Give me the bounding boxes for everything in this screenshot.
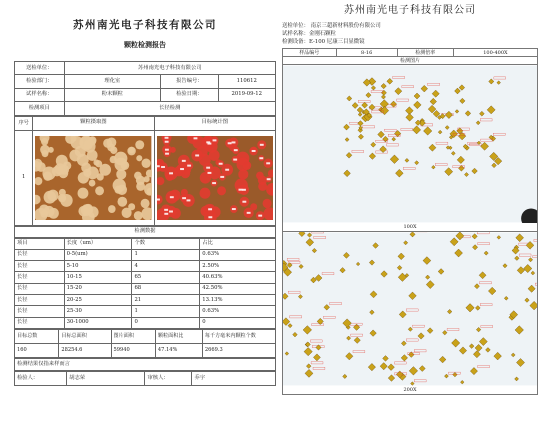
data-cell: 13.13%	[200, 295, 276, 306]
data-cell: 1	[132, 306, 200, 317]
summary-header-row	[15, 329, 276, 343]
inspector-value: 胡志荣	[67, 371, 145, 385]
report-no-label: 报告编号：	[161, 75, 218, 88]
data-cell: 25-30	[64, 306, 132, 317]
table-row	[15, 317, 276, 328]
photo-100x-label: 100X	[403, 224, 417, 230]
data-cell: 68	[132, 283, 200, 294]
table-row	[15, 249, 276, 260]
summary-header: 颗粒面积比	[155, 329, 202, 343]
table-row	[15, 261, 276, 272]
photo-200x-label: 200X	[403, 387, 417, 393]
micrograph-100x-image	[283, 65, 537, 223]
particle-extract-image	[35, 136, 151, 220]
summary-header: 目标总数	[15, 329, 59, 343]
data-cell: 0	[132, 317, 200, 328]
data-header-1: 长度（um）	[64, 238, 132, 249]
conclusion-table	[14, 358, 276, 371]
reviewer-label: 审核人：	[145, 371, 192, 385]
target-header: 目标统计图	[154, 116, 275, 130]
data-cell: 40.63%	[200, 272, 276, 283]
particle-report	[14, 18, 276, 414]
sample-no-label: 样品编号	[283, 49, 337, 57]
microscope-report	[282, 4, 538, 416]
inspector-label: 检验人：	[15, 371, 67, 385]
data-cell: 长径	[15, 283, 65, 294]
magnification-value: 100-400X	[453, 49, 537, 57]
report-no-value: 110612	[218, 75, 275, 88]
summary-table	[14, 329, 276, 358]
data-cell: 4	[132, 261, 200, 272]
data-cell: 42.50%	[200, 283, 276, 294]
data-cell: 0-5(um)	[64, 249, 132, 260]
summary-value: 28254.6	[59, 343, 111, 357]
photo-200x	[282, 232, 538, 395]
summary-value: 2669.3	[202, 343, 275, 357]
data-cell: 0.63%	[200, 306, 276, 317]
summary-header: 图片面积	[111, 329, 155, 343]
table-row	[15, 272, 276, 283]
right-device: 检测设备：E-100 尼康三目显微镜	[282, 39, 365, 45]
data-cell: 0	[200, 317, 276, 328]
magnification-label: 检测倍率	[397, 49, 453, 57]
photo-100x	[282, 65, 538, 232]
extract-header: 颗粒摄取图	[33, 116, 154, 130]
date-label: 检验日期：	[161, 88, 218, 101]
sender-label: 送检单位：	[15, 62, 65, 75]
micrograph-200x-image	[283, 232, 537, 386]
sample-no-value: 8-16	[336, 49, 397, 57]
data-header-2: 个数	[132, 238, 200, 249]
table-row	[15, 295, 276, 306]
table-row	[15, 306, 276, 317]
detection-data-table	[14, 238, 276, 329]
data-header-3: 占比	[200, 238, 276, 249]
data-cell: 0.63%	[200, 249, 276, 260]
image-header: 检测图片	[283, 57, 538, 65]
data-cell: 15-20	[64, 283, 132, 294]
data-cell: 1	[132, 249, 200, 260]
summary-header: 每千方毫米内颗粒个数	[202, 329, 275, 343]
data-cell: 20-25	[64, 295, 132, 306]
item-value: 长径检测	[64, 102, 275, 115]
data-cell: 5-10	[64, 261, 132, 272]
summary-value: 160	[15, 343, 59, 357]
sender-value: 苏州南光电子科技有限公司	[64, 62, 275, 75]
report-title: 颗粒检测报告	[124, 40, 166, 49]
data-title-table	[14, 226, 276, 238]
data-cell: 10-15	[64, 272, 132, 283]
right-sample: 试样名称：金刚石颗粒	[282, 31, 336, 37]
summary-value-row	[15, 343, 276, 357]
dept-label: 检验部门：	[15, 75, 65, 88]
sample-value: 粉末颗粒	[64, 88, 161, 101]
data-cell: 65	[132, 272, 200, 283]
data-cell: 2.50%	[200, 261, 276, 272]
reviewer-value: 乔宇	[192, 371, 276, 385]
report-info-table	[14, 61, 276, 116]
seq-header: 序号	[15, 116, 33, 130]
data-cell: 长径	[15, 272, 65, 283]
summary-header: 目标总面积	[59, 329, 111, 343]
row-index: 1	[15, 130, 33, 225]
company-title: 苏州南光电子科技有限公司	[73, 19, 217, 31]
date-value: 2019-09-12	[218, 88, 275, 101]
image-table	[14, 116, 276, 226]
data-cell: 长径	[15, 249, 65, 260]
right-company-title: 苏州南光电子科技有限公司	[344, 5, 476, 16]
data-header-0: 项目	[15, 238, 65, 249]
data-cell: 长径	[15, 317, 65, 328]
data-cell: 长径	[15, 306, 65, 317]
summary-value: 47.14%	[155, 343, 202, 357]
target-statistics-image	[157, 136, 273, 220]
signature-table	[14, 371, 276, 386]
right-spec-table	[282, 48, 538, 65]
sample-label: 试样名称：	[15, 88, 65, 101]
right-sender: 送检单位： 南京三超新材料股份有限公司	[282, 23, 381, 29]
item-label: 检测项目	[15, 102, 65, 115]
data-cell: 长径	[15, 295, 65, 306]
dept-value: 理化室	[64, 75, 161, 88]
right-info-block	[282, 22, 538, 46]
data-cell: 21	[132, 295, 200, 306]
table-row	[15, 283, 276, 294]
data-title: 检测数据	[15, 226, 276, 237]
summary-value: 59940	[111, 343, 155, 357]
conclusion: 检测结果仅指来样而言	[15, 358, 276, 370]
data-cell: 30-1000	[64, 317, 132, 328]
data-cell: 长径	[15, 261, 65, 272]
